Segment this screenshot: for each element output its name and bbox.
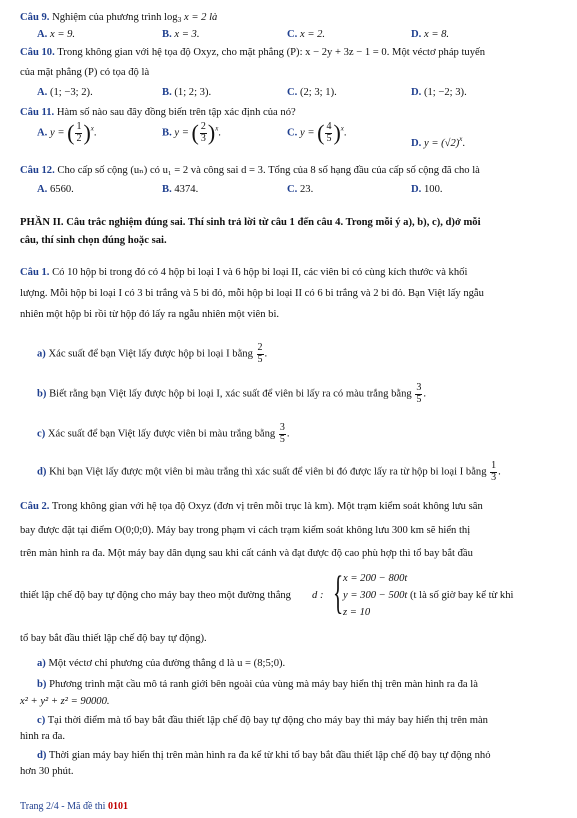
q10-label: Câu 10. [20,47,55,58]
q11-label: Câu 11. [20,107,55,118]
q10-line1: Trong không gian với hệ tọa độ Oxyz, cho mặt phẳng (P): x − 2y + 3z − 1 = 0. Một véctơ pháp tuyến [57,47,486,58]
q9-option-a: A. x = 9. [37,29,76,40]
q9-log-base: 3 [177,15,182,24]
p2-statement-d-line2: hơn 30 phút. [20,766,74,777]
p2-label: Câu 2. [20,501,50,512]
p2-line5: tổ bay bắt đầu thiết lập chế độ bay tự động). [20,633,207,644]
footer-text: Trang 2/4 - Mã đề thi [20,801,106,812]
q9-text2: x = 2 là [184,12,218,23]
q11-option-a: A. y = ( $\frac{1}{2}$ )$^x$. [37,120,97,145]
q12-option-c: C. 23. [287,184,314,195]
part2-heading-line2: câu, thí sinh chọn đúng hoặc sai. [20,235,167,246]
exam-code: 0101 [107,801,128,812]
p1-statement-b: b) Biết rằng bạn Việt lấy được hộp bi loại I, xác suất để viên bi lấy ra có màu trắng bằng $\frac{3}{5}$ . [37,382,427,405]
p1-line2: lượng. Mỗi hộp bi loại I có 3 bi trắng và 5 bi đỏ, mỗi hộp bi loại II có 6 bi trắng và 2 bi đỏ. Bạn Việt lấy ngẫu [20,288,484,299]
page-footer [20,801,128,814]
p2-line2: bay được đặt tại điểm O(0;0;0). Máy bay trong phạm vi cách trạm kiểm soát không lưu 300 km sẽ hiển thị [20,525,471,536]
p2-line4a: thiết lập chế độ bay tự động cho máy bay theo một đường thẳng [20,590,291,601]
q11-option-d: D. $y = (√2)^x$. [411,135,466,149]
q12-label: Câu 12. [20,165,55,176]
p1-statement-a: a) Xác suất để bạn Việt lấy được hộp bi loại I bằng $\frac{2}{5}$ . [37,342,268,365]
p2-parametric-system [333,567,408,619]
q12-option-d: D. 100. [411,184,443,195]
q11-text: Hàm số nào sau đây đồng biến trên tập xác định của nó? [56,107,296,118]
p2-system-brace: { [333,567,344,619]
q10-option-a: A. (1; −3; 2). [37,87,93,98]
p2-statement-d: d) Thời gian máy bay hiển thị trên màn hình ra đa kể từ khi tổ bay bắt đầu thiết lập chế độ bay tự động nhỏ [37,750,491,761]
q11-stem [20,106,563,119]
p1-line3: nhiên một hộp bi rồi từ hộp đó lấy ra ngẫu nhiên một viên bi. [20,309,280,320]
p2-stem [20,500,563,513]
p1-stem [20,266,563,279]
q9-stem [20,11,563,24]
p2-system-x: x = 200 − 800t [343,573,408,584]
q9-label: Câu 9. [20,12,50,23]
q12-text: Cho cấp số cộng (uₙ) có u₁ = 2 và công sai d = 3. Tổng của 8 số hạng đầu của cấp số cộng đã cho là [57,165,480,176]
q9-option-d: D. x = 8. [411,29,450,40]
q12-option-a: A. 6560. [37,184,74,195]
q9-text: Nghiệm của phương trình log [52,12,178,23]
q10-line2: của mặt phẳng (P) có tọa độ là [20,67,150,78]
p1-label: Câu 1. [20,267,50,278]
q12-stem [20,164,563,177]
part2-heading-line1: PHẦN II. Câu trắc nghiệm đúng sai. Thí sinh trả lời từ câu 1 đến câu 4. Trong mỗi ý a), b), c), d)ở mỗi [20,217,481,228]
p2-line4b: (t là số giờ bay kể từ khi [410,590,514,601]
p2-statement-c-line2: hình ra đa. [20,731,66,742]
q10-option-b: B. (1; 2; 3). [162,87,212,98]
q10-option-c: C. (2; 3; 1). [287,87,337,98]
q9-option-c: C. x = 2. [287,29,326,40]
p1-statement-c: c) Xác suất để bạn Việt lấy được viên bi màu trắng bằng $\frac{3}{5}$ . [37,422,290,445]
q10-stem [20,46,563,59]
p2-statement-b: b) Phương trình mặt cầu mô tả ranh giới bên ngoài của vùng mà máy bay hiển thị trên màn hình ra đa là [37,679,478,690]
p1-line1: Có 10 hộp bi trong đó có 4 hộp bi loại I và 6 hộp bi loại II, các viên bi có cùng kích thước và khối [52,267,468,278]
p2-line3: trên màn hình ra đa. Một máy bay dân dụng sau khi cất cánh và đạt được độ cao phù hợp thì tổ bay bắt đầu [20,548,473,559]
p2-line1: Trong không gian với hệ tọa độ Oxyz (đơn vị trên mỗi trục là km). Một trạm kiểm soát không lưu sân [51,501,483,512]
q12-option-b: B. 4374. [162,184,199,195]
q11-option-b: B. y = ( $\frac{2}{3}$ )$^x$. [162,120,221,145]
q10-option-d: D. (1; −2; 3). [411,87,467,98]
p1-statement-d: d) Khi bạn Việt lấy được một viên bi màu trắng thì xác suất để viên bi đó được lấy ra từ hộp bi loại I bằng $\frac{1}{3}$ . [37,460,501,483]
p2-system-z: z = 10 [343,607,371,618]
p2-statement-a: a) Một véctơ chỉ phương của đường thẳng d là u = (8;5;0). [37,658,286,669]
p2-system-y: y = 300 − 500t [343,590,408,601]
p2-line-d-label: d : [312,590,324,601]
q11-option-c: C. y = ( $\frac{4}{5}$ )$^x$. [287,120,347,145]
p2-statement-c: c) Tại thời điểm mà tổ bay bắt đầu thiết lập chế độ bay tự động cho máy bay thì máy bay hiển thị trên màn [37,715,488,726]
p2-statement-b-line2: x² + y² + z² = 90000. [20,696,110,707]
q9-option-b: B. x = 3. [162,29,200,40]
